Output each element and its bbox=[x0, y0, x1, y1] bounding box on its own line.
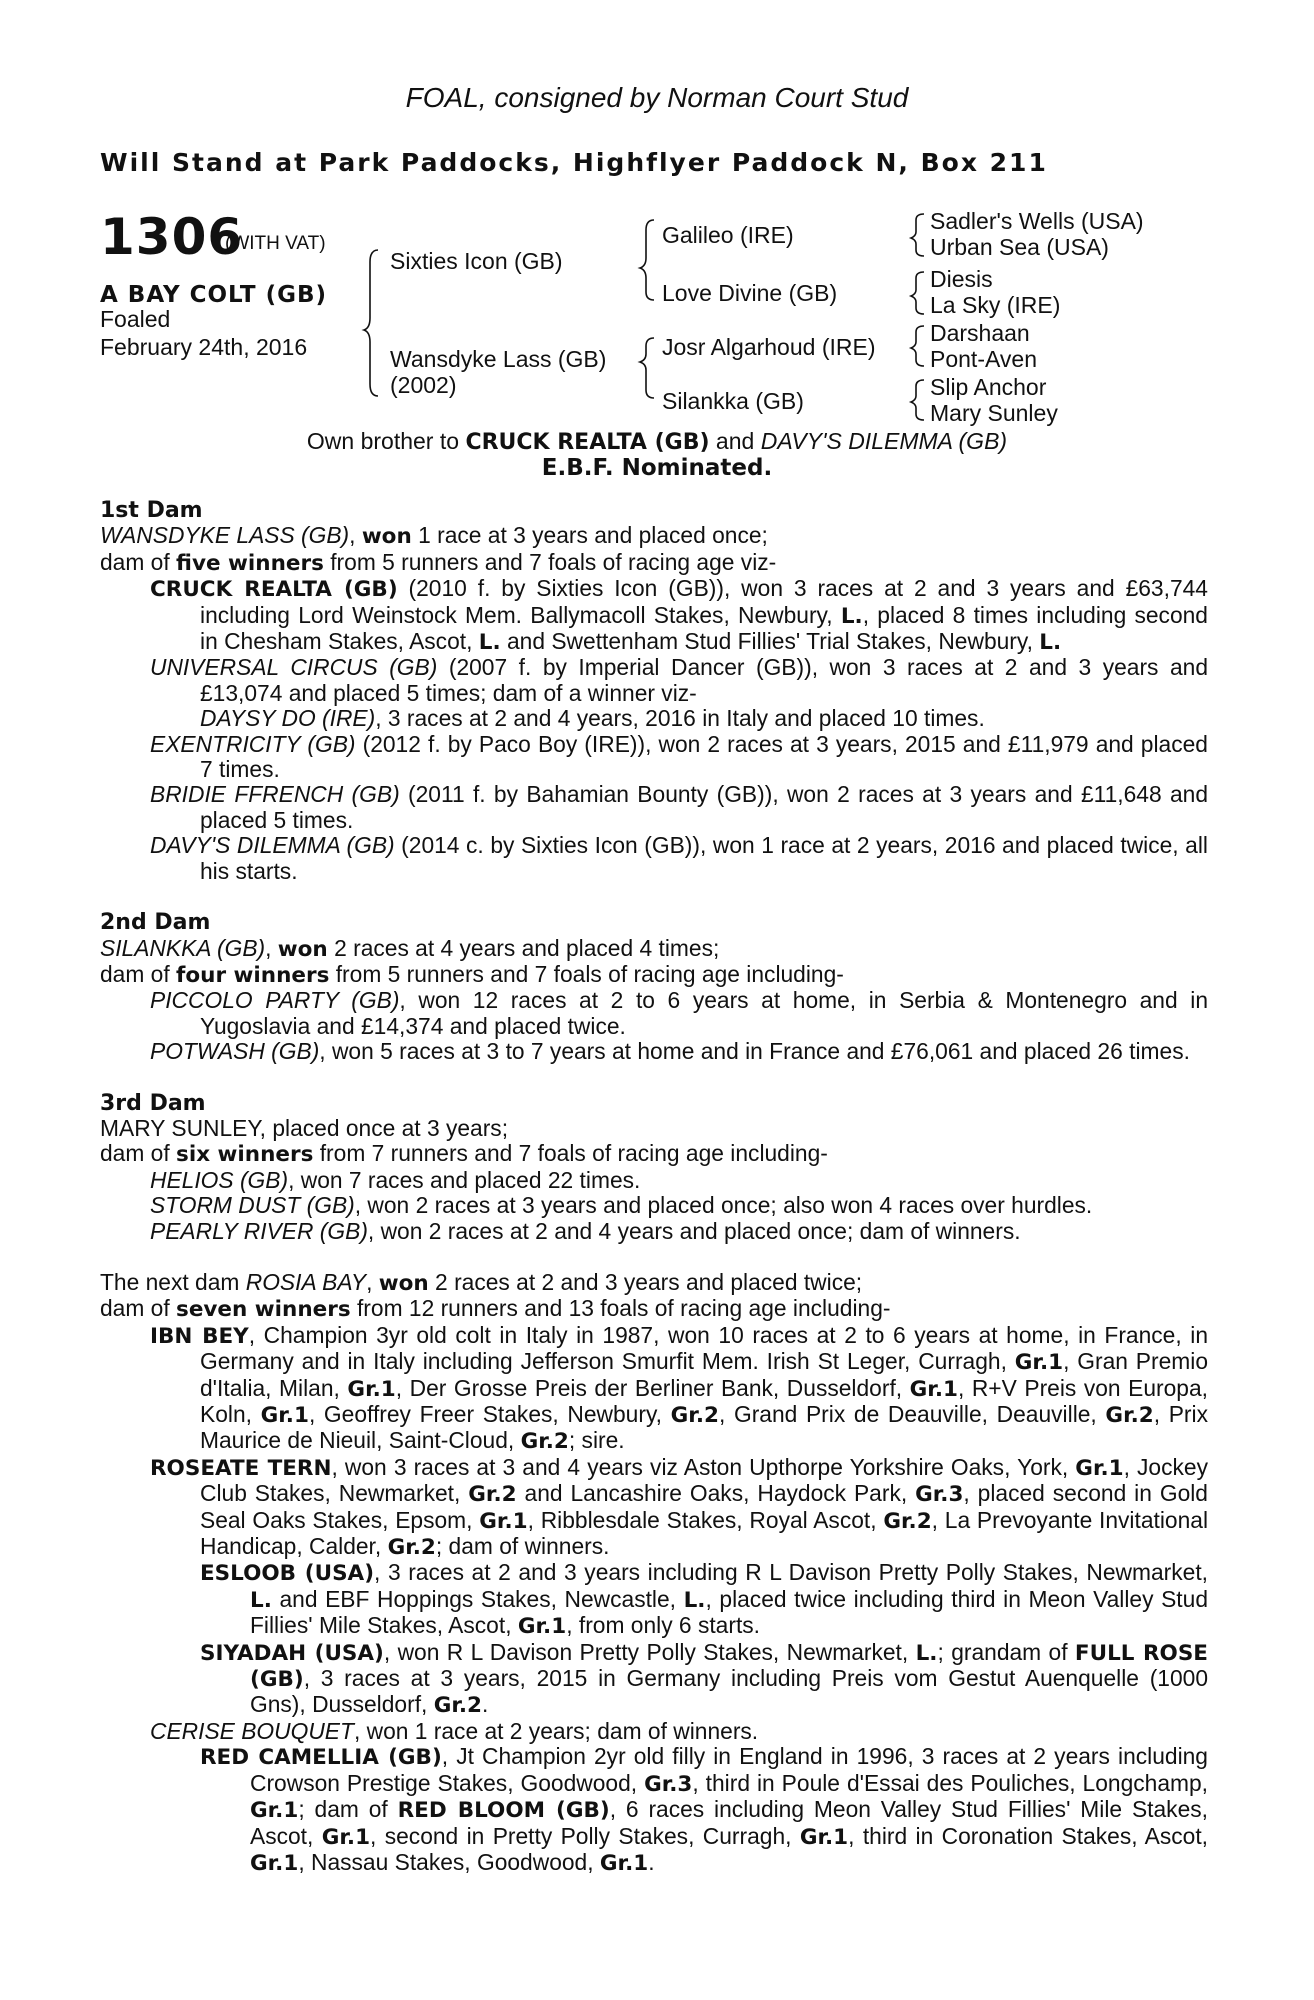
pedigree-dam-sire: Josr Algarhoud (IRE) bbox=[662, 334, 876, 360]
first-dam-line2: dam of five winners from 5 runners and 7 foals of racing age viz- bbox=[100, 548, 777, 576]
first-dam-grandchild-1: DAYSY DO (IRE), 3 races at 2 and 4 years, 2016 in Italy and placed 10 times. bbox=[200, 705, 985, 732]
pedigree-dam: Wansdyke Lass (GB) bbox=[390, 346, 607, 372]
pedigree-sire-sire: Galileo (IRE) bbox=[662, 222, 794, 248]
stand-location: Will Stand at Park Paddocks, Highflyer Paddock N, Box 211 bbox=[100, 148, 1048, 177]
brace-gen3-3 bbox=[911, 326, 924, 366]
pedigree-dam-year: (2002) bbox=[390, 372, 457, 398]
first-dam-heading: 1st Dam bbox=[100, 498, 203, 523]
brace-gen3-4 bbox=[911, 380, 924, 420]
next-dam-cerise-bouquet: CERISE BOUQUET, won 1 race at 2 years; dam of winners. bbox=[150, 1717, 759, 1744]
second-dam-line1: SILANKKA (GB), won 2 races at 4 years and placed 4 times; bbox=[100, 934, 720, 962]
next-dam-line2: dam of seven winners from 12 runners and 13 foals of racing age including- bbox=[100, 1295, 891, 1323]
brace-gen3-2 bbox=[911, 272, 924, 314]
third-dam-child-3: PEARLY RIVER (GB), won 2 races at 2 and 4 years and placed once; dam of winners. bbox=[150, 1217, 1021, 1244]
first-dam-child-4: BRIDIE FFRENCH (GB) (2011 f. by Bahamian Bounty (GB)), won 2 races at 3 years and £11,648 and placed 5 times. bbox=[150, 781, 1209, 833]
pedigree-dss: Darshaan bbox=[930, 320, 1030, 346]
second-dam-heading: 2nd Dam bbox=[100, 910, 211, 936]
brace-gen3-1 bbox=[911, 214, 924, 256]
first-dam-child-3: EXENTRICITY (GB) (2012 f. by Paco Boy (IRE)), won 2 races at 3 years, 2015 and £11,979 and placed 7 times. bbox=[150, 730, 1208, 783]
first-dam-child-1: CRUCK REALTA (GB) (2010 f. by Sixties Icon (GB)), won 3 races at 2 and 3 years and £63,744 including Lord Weinstock Mem. Ballymacoll Stakes, Newbury, L., placed 8 times including second in Chesham Stakes, Ascot, L. and Swettenham Stud Fillies' Trial Stakes, Newbury, L. bbox=[150, 575, 1208, 656]
next-dam-line1: The next dam ROSIA BAY, won 2 races at 2 and 3 years and placed twice; bbox=[100, 1268, 863, 1296]
ebf-nominated: E.B.F. Nominated. bbox=[541, 455, 773, 481]
vat-label: (WITH VAT) bbox=[225, 233, 326, 254]
foaled-date: February 24th, 2016 bbox=[100, 334, 308, 360]
next-dam-esloob: ESLOOB (USA), 3 races at 2 and 3 years including R L Davison Pretty Polly Stakes, Newmarket, L. and EBF Hoppings Stakes, Newcastle, L., placed twice including third in Meon Valley Stud Fillies' Mile Stakes, Ascot, Gr.1, from only 6 starts. bbox=[200, 1559, 1208, 1640]
pedigree-ddd: Mary Sunley bbox=[930, 400, 1058, 426]
brace-gen1 bbox=[364, 250, 378, 396]
brace-gen2-dam bbox=[640, 338, 654, 398]
third-dam-line2: dam of six winners from 7 runners and 7 foals of racing age including- bbox=[100, 1140, 828, 1168]
first-dam-child-2: UNIVERSAL CIRCUS (GB) (2007 f. by Imperial Dancer (GB)), won 3 races at 2 and 3 years and £13,074 and placed 5 times; dam of a winner viz- bbox=[150, 654, 1208, 706]
colt-description: A BAY COLT (GB) bbox=[100, 282, 328, 308]
pedigree-dam-dam: Silankka (GB) bbox=[662, 388, 804, 414]
next-dam-siyadah: SIYADAH (USA), won R L Davison Pretty Polly Stakes, Newmarket, L.; grandam of FULL ROSE (GB), 3 races at 3 years, 2015 in Germany including Preis vom Gestut Auenquelle (1000 Gns), Dusseldorf, Gr.2. bbox=[200, 1638, 1208, 1719]
next-dam-ibn-bey: IBN BEY, Champion 3yr old colt in Italy in 1987, won 10 races at 2 to 6 years at home, in France, in Germany and in Italy including Jefferson Smurfit Mem. Irish St Leger, Curragh, Gr.1, Gran Premio d'Italia, Milan, Gr.1, Der Grosse Preis der Berliner Bank, Dusseldorf, Gr.1, R+V Preis von Europa, Koln, Gr.1, Geoffrey Freer Stakes, Newbury, Gr.2, Grand Prix de Deauville, Deauville, Gr.2, Prix Maurice de Nieuil, Saint-Cloud, Gr.2; sire. bbox=[150, 1321, 1209, 1455]
pedigree-dsd: Pont-Aven bbox=[930, 346, 1037, 372]
pedigree-ssd: Urban Sea (USA) bbox=[930, 234, 1109, 260]
next-dam-red-camellia: RED CAMELLIA (GB), Jt Champion 2yr old filly in England in 1996, 3 races at 2 years including Crowson Prestige Stakes, Goodwood, Gr.3, third in Poule d'Essai des Pouliches, Longchamp, Gr.1; dam of RED BLOOM (GB), 6 races including Meon Valley Stud Fillies' Mile Stakes, Ascot, Gr.1, second in Pretty Polly Stakes, Curragh, Gr.1, third in Coronation Stakes, Ascot, Gr.1, Nassau Stakes, Goodwood, Gr.1. bbox=[200, 1743, 1209, 1876]
own-brother-line: Own brother to CRUCK REALTA (GB) and DAVY'S DILEMMA (GB) bbox=[306, 428, 1008, 455]
consigned-line: FOAL, consigned by Norman Court Stud bbox=[405, 82, 909, 113]
pedigree-sire-dam: Love Divine (GB) bbox=[662, 280, 838, 306]
lot-number: 1306 bbox=[100, 208, 244, 266]
pedigree-sss: Sadler's Wells (USA) bbox=[930, 208, 1144, 234]
first-dam-child-5: DAVY'S DILEMMA (GB) (2014 c. by Sixties Icon (GB)), won 1 race at 2 years, 2016 and placed twice, all his starts. bbox=[150, 832, 1208, 884]
pedigree-dds: Slip Anchor bbox=[930, 374, 1047, 400]
second-dam-line2: dam of four winners from 5 runners and 7 foals of racing age including- bbox=[100, 960, 844, 988]
third-dam-heading: 3rd Dam bbox=[100, 1090, 206, 1116]
pedigree-sdd: La Sky (IRE) bbox=[930, 292, 1061, 318]
third-dam-child-2: STORM DUST (GB), won 2 races at 3 years and placed once; also won 4 races over hurdles. bbox=[150, 1192, 1093, 1219]
foaled-label: Foaled bbox=[100, 306, 171, 332]
second-dam-child-1: PICCOLO PARTY (GB), won 12 races at 2 to 6 years at home, in Serbia & Montenegro and in Yugoslavia and £14,374 and placed twice. bbox=[150, 987, 1209, 1039]
second-dam-child-2: POTWASH (GB), won 5 races at 3 to 7 years at home and in France and £76,061 and placed 26 times. bbox=[150, 1038, 1190, 1065]
pedigree-sire: Sixties Icon (GB) bbox=[390, 248, 563, 274]
third-dam-line1: MARY SUNLEY, placed once at 3 years; bbox=[100, 1114, 509, 1141]
first-dam-line1: WANSDYKE LASS (GB), won 1 race at 3 years and placed once; bbox=[100, 522, 768, 550]
third-dam-child-1: HELIOS (GB), won 7 races and placed 22 times. bbox=[150, 1166, 641, 1193]
pedigree-sds: Diesis bbox=[930, 266, 993, 292]
catalogue-body bbox=[100, 498, 1208, 1876]
next-dam-roseate-tern: ROSEATE TERN, won 3 races at 3 and 4 years viz Aston Upthorpe Yorkshire Oaks, York, Gr.1, Jockey Club Stakes, Newmarket, Gr.2 and Lancashire Oaks, Haydock Park, Gr.3, placed second in Gold Seal Oaks Stakes, Epsom, Gr.1, Ribblesdale Stakes, Royal Ascot, Gr.2, La Prevoyante Invitational Handicap, Calder, Gr.2; dam of winners. bbox=[150, 1453, 1209, 1561]
brace-gen2-sire bbox=[640, 220, 654, 300]
